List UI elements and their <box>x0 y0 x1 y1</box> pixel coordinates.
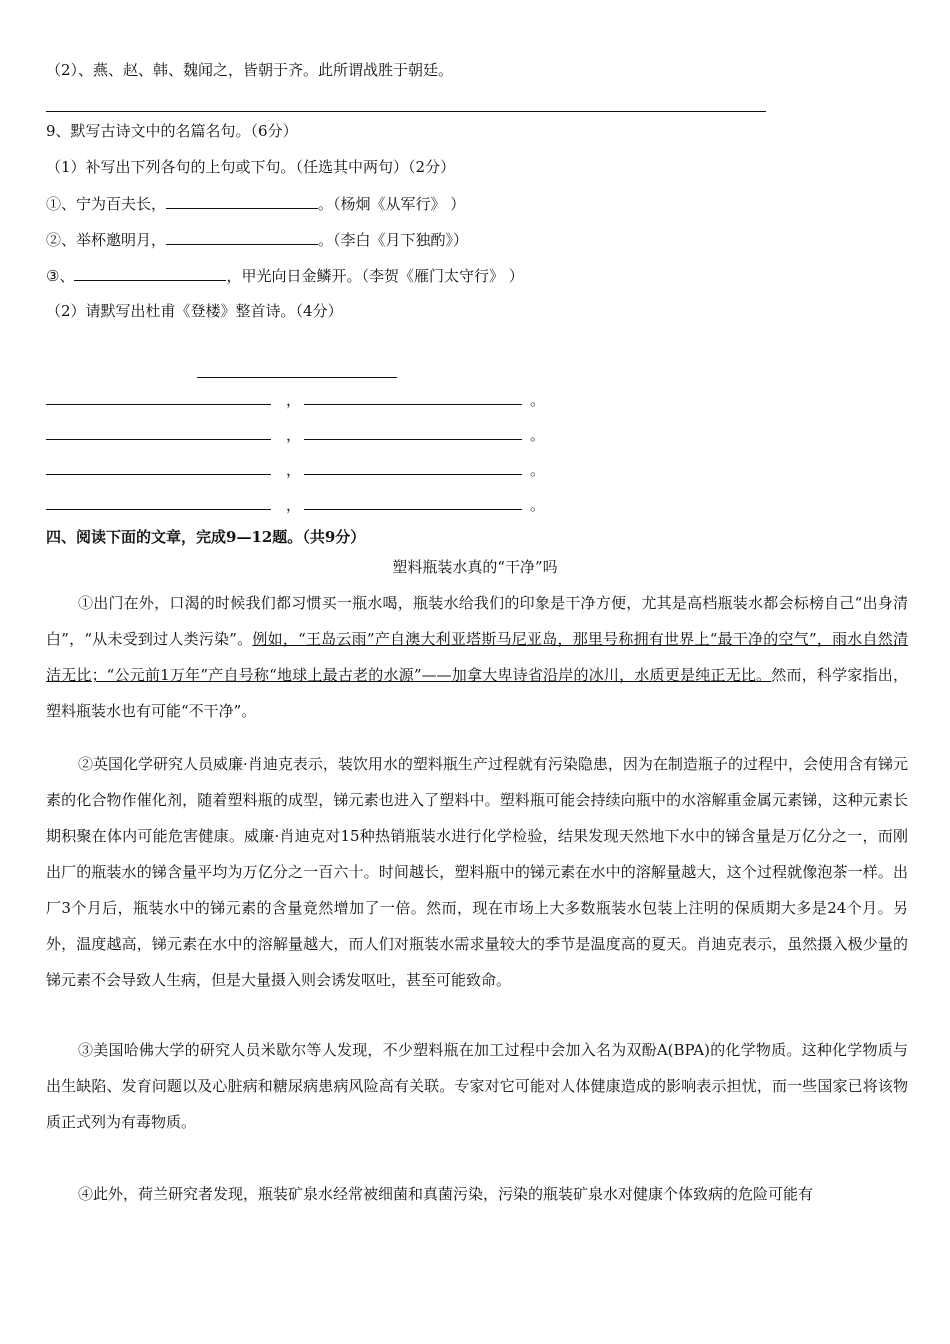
fill-blank <box>46 389 271 405</box>
poem-comma: ， <box>286 461 302 479</box>
q9-part2: （2）请默写出杜甫《登楼》整首诗。（4分） <box>46 302 343 320</box>
poem-comma: ， <box>286 496 302 514</box>
fill-blank <box>166 193 318 209</box>
p1-underlined: 例如，“王岛云雨”产自澳大利亚塔斯马尼亚岛，那里号称拥有世界上“最干净的空气”，雨水自然清洁无比；“公元前1万年”产自号称“地球上最古老的水源”——加拿大卑诗省沿岸的冰川，水质更是纯正无比。 <box>46 630 908 684</box>
q9-item-1-post: 。（杨炯《从军行》 ） <box>318 195 466 213</box>
poem-comma: ， <box>286 391 302 409</box>
answer-line <box>46 111 766 112</box>
article-paragraph-1 <box>46 585 908 729</box>
article-title: 塑料瓶装水真的“干净”吗 <box>392 558 558 576</box>
p1-text-b: 然而，科学家指出，塑料瓶装水也有可能“不干净”。 <box>46 666 908 720</box>
poem-title-line <box>197 377 397 378</box>
q9-title: 9、默写古诗文中的名篇名句。（6分） <box>46 122 298 140</box>
q9-item-3 <box>46 265 524 286</box>
q9-item-1 <box>46 193 465 214</box>
article-paragraph-2: ②英国化学研究人员威廉·肖迪克表示，装饮用水的塑料瓶生产过程就有污染隐患，因为在制造瓶子的过程中，会使用含有锑元素的化合物作催化剂，随着塑料瓶的成型，锑元素也进入了塑料中。塑料瓶可能会持续向瓶中的水溶解重金属元素锑，这种元素长期积聚在体内可能危害健康。威廉·肖迪克对15种热销瓶装水进行化学检验，结果发现天然地下水中的锑含量是万亿分之一，而刚出厂的瓶装水的锑含量平均为万亿分之一百六十。时间越长，塑料瓶中的锑元素在水中的溶解量越大，这个过程就像泡茶一样。出厂3个月后，瓶装水中的锑元素的含量竟然增加了一倍。然而，现在市场上大多数瓶装水包装上注明的保质期大多是24个月。另外，温度越高，锑元素在水中的溶解量越大，而人们对瓶装水需求量较大的季节是温度高的夏天。肖迪克表示，虽然摄入极少量的锑元素不会导致人生病，但是大量摄入则会诱发呕吐，甚至可能致命。 <box>46 755 908 989</box>
fill-blank <box>46 459 271 475</box>
fill-blank <box>304 424 522 440</box>
poem-period: 。 <box>530 496 546 514</box>
fill-blank <box>46 424 271 440</box>
poem-period: 。 <box>530 461 546 479</box>
section4-title: 四、阅读下面的文章，完成9—12题。（共9分） <box>46 528 366 546</box>
article-paragraph-3: ③美国哈佛大学的研究人员米歇尔等人发现，不少塑料瓶在加工过程中会加入名为双酚A(BPA)的化学物质。这种化学物质与出生缺陷、发育问题以及心脏病和糖尿病患病风险高有关联。专家对它可能对人体健康造成的影响表示担忧，而一些国家已将该物质正式列为有毒物质。 <box>46 1041 908 1131</box>
q9-item-2-pre: ②、举杯邀明月， <box>46 231 167 249</box>
q9-item-2-post: 。（李白《月下独酌》） <box>318 231 469 249</box>
q9-item-3-post: ，甲光向日金鳞开。（李贺《雁门太守行》 ） <box>226 267 524 285</box>
poem-period: 。 <box>530 391 546 409</box>
fill-blank <box>304 459 522 475</box>
q9-item-2 <box>46 229 468 250</box>
poem-comma: ， <box>286 426 302 444</box>
fill-blank <box>46 494 271 510</box>
fill-blank <box>304 494 522 510</box>
q9-item-1-pre: ①、宁为百夫长， <box>46 195 167 213</box>
article-paragraph-4: ④此外，荷兰研究者发现，瓶装矿泉水经常被细菌和真菌污染，污染的瓶装矿泉水对健康个体致病的危险可能有 <box>78 1185 814 1203</box>
fill-blank <box>304 389 522 405</box>
q8-item-2: （2）、燕、赵、韩、魏闻之，皆朝于齐。此所谓战胜于朝廷。 <box>46 61 454 79</box>
p1-text-a: ①出门在外，口渴的时候我们都习惯买一瓶水喝，瓶装水给我们的印象是干净方便，尤其是高档瓶装水都会标榜自己“出身清白”，“从未受到过人类污染”。 <box>46 594 908 648</box>
poem-period: 。 <box>530 426 546 444</box>
fill-blank <box>166 229 318 245</box>
q9-part1: （1）补写出下列各句的上句或下句。（任选其中两句）（2分） <box>46 158 456 176</box>
q9-item-3-pre: ③、 <box>46 267 75 285</box>
fill-blank <box>74 265 226 281</box>
